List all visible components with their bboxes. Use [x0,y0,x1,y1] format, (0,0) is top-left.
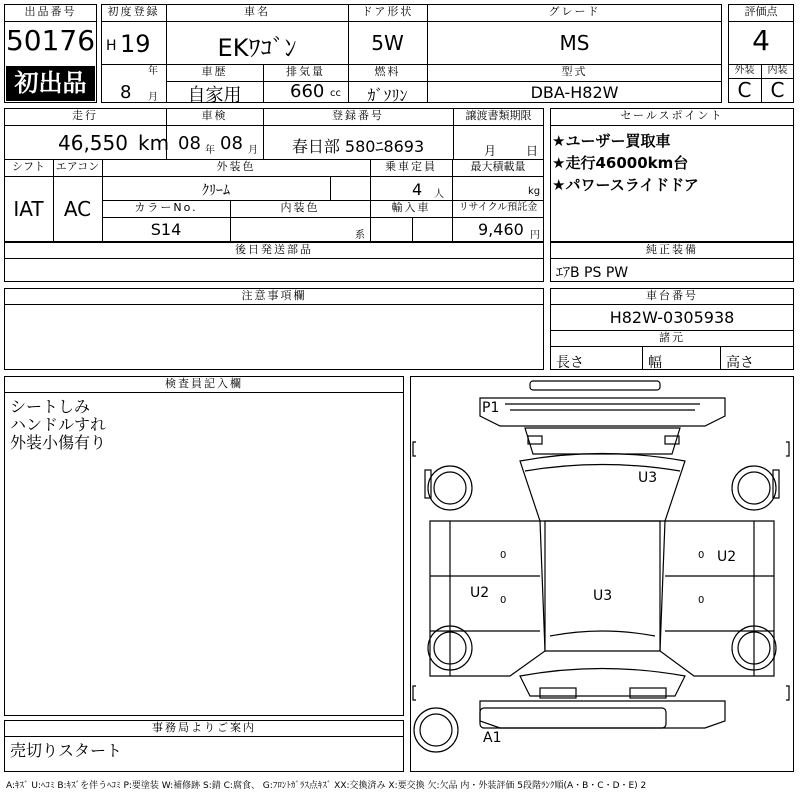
diagram-zero-4: 0 [698,595,705,606]
reg-no: 春日部 580ﾆ8693 [291,137,425,156]
later-parts-label: 後日発送部品 [235,243,313,256]
inspection-year: 08 [178,133,201,154]
first-reg-month-unit: 月 [148,92,158,103]
vehicle-details-box [4,108,544,242]
inspection-month: 08 [220,133,243,154]
load-label: 最大積載量 [470,160,526,173]
windshield [525,428,680,454]
sales-point-3: ★パワースライドドア [552,176,699,194]
transfer-day-unit: 日 [526,144,539,158]
diagram-zero-1: 0 [500,550,507,561]
inspection-label: 車検 [201,109,228,122]
import-label: 輸入車 [391,201,431,214]
first-listing-badge: 初出品 [6,66,95,101]
displacement-unit: cc [330,88,341,99]
color: ｸﾘｰﾑ [202,183,230,199]
office-text: 売切りスタート [10,741,123,760]
history-label: 車歴 [201,65,228,78]
inspection-year-unit: 年 [205,145,215,156]
equipment-label: 純正装備 [646,243,698,256]
recycle-label: リサイクル預託金 [458,202,538,213]
door-label: ドア形状 [361,5,414,18]
legend: A:ｷｽﾞ U:ﾍｺﾐ B:ｷｽﾞを伴うﾍｺﾐ P:要塗装 W:補修跡 S:錆 C:腐食、 G:ﾌﾛﾝﾄｶﾞﾗｽ点ｷｽﾞ XX:交換済み X:要交換 欠:欠品 内・外装評価 5段階ﾗﾝｸ順(A・B・C・D・E) 2 [6,781,647,791]
sales-point-1: ★ユーザー買取車 [552,132,671,150]
score-label: 評価点 [744,5,778,18]
inspector-line-3: 外装小傷有り [10,433,107,452]
car-diagram [410,376,794,772]
inspector-line-2: ハンドルすれ [10,415,107,434]
capacity-unit: 人 [434,189,444,200]
history: 自家用 [187,85,242,106]
mileage: 46,550 [58,131,128,155]
front-bumper-top [530,381,660,390]
first-reg-era: H [106,38,117,54]
interior-color-label: 内装色 [280,201,320,214]
first-reg-year-unit: 年 [148,66,158,77]
diagram-mark-u3-roof: U3 [638,470,658,486]
body-right [660,521,774,676]
sales-points-label: セールスポイント [620,109,724,122]
transfer-month-unit: 月 [484,144,497,158]
diagram-zero-3: 0 [500,595,507,606]
rear-window [520,669,685,697]
capacity-label: 乗車定員 [385,160,437,173]
first-reg-month: 8 [120,82,132,103]
recycle-fee: 9,460 [478,220,524,239]
shift: IAT [13,197,44,221]
width-label: 幅 [648,355,662,371]
color-label: 外装色 [216,160,256,173]
displacement-label: 排気量 [286,65,325,78]
grade-label: グレード [548,5,601,18]
equipment: ｴｱB PS PW [556,265,629,281]
lot-number: 50176 [5,24,96,57]
rear-outline [480,701,725,728]
reg-no-label: 登録番号 [332,109,384,122]
load-unit: kg [528,186,541,197]
inspection-month-unit: 月 [248,145,258,156]
interior-grade: C [770,78,785,102]
color-no-label: カラーNo. [134,201,198,214]
inspector-line-1: シートしみ [10,397,91,416]
capacity: 4 [412,180,423,199]
mileage-unit: km [138,131,170,155]
door: 5W [371,31,404,55]
caution-label: 注意事項欄 [241,289,307,302]
interior-label: 内装 [767,65,788,76]
diagram-mark-u2-right: U2 [717,549,737,565]
chassis-label: 車台番号 [646,289,698,302]
transfer-label: 譲渡書類期限 [465,109,532,122]
car-name: EKﾜｺﾞﾝ [217,34,297,62]
fuel: ｶﾞｿﾘﾝ [367,86,408,105]
sales-point-2: ★走行46000km台 [552,154,689,172]
first-reg-year: 19 [120,30,151,58]
rear-bumper [480,708,666,728]
diagram-mark-p1: P1 [482,400,500,416]
ac: AC [63,197,92,221]
height-label: 高さ [726,355,754,371]
score: 4 [752,24,770,57]
color-no: S14 [150,220,182,239]
office-label: 事務局よりご案内 [152,721,256,734]
diagram-mark-u2-left: U2 [470,585,490,601]
model-code: DBA-H82W [530,83,619,102]
front-outline [480,398,725,426]
roof [520,454,685,522]
length-label: 長さ [556,355,584,371]
wheel-front-left [428,466,472,510]
diagram-mark-u3-center: U3 [593,588,613,604]
dims-label: 諸元 [659,331,685,344]
grade: MS [559,31,590,55]
fuel-label: 燃料 [374,65,401,78]
lot-number-label: 出品番号 [24,5,77,18]
inspector-label: 検査員記入欄 [165,377,243,390]
interior-color-unit: 系 [355,230,365,241]
ac-label: エアコン [55,160,100,173]
mileage-label: 走行 [72,109,98,122]
exterior-grade: C [737,78,752,102]
chassis-number: H82W-0305938 [609,308,735,327]
diagram-zero-2: 0 [698,550,705,561]
exterior-label: 外装 [734,65,755,76]
recycle-unit: 円 [530,230,540,241]
displacement: 660 [290,81,325,102]
model-code-label: 型式 [561,65,588,78]
shift-label: シフト [12,160,45,173]
first-reg-label: 初度登録 [107,5,160,18]
car-name-label: 車名 [244,5,270,18]
diagram-mark-a1: A1 [483,730,502,746]
